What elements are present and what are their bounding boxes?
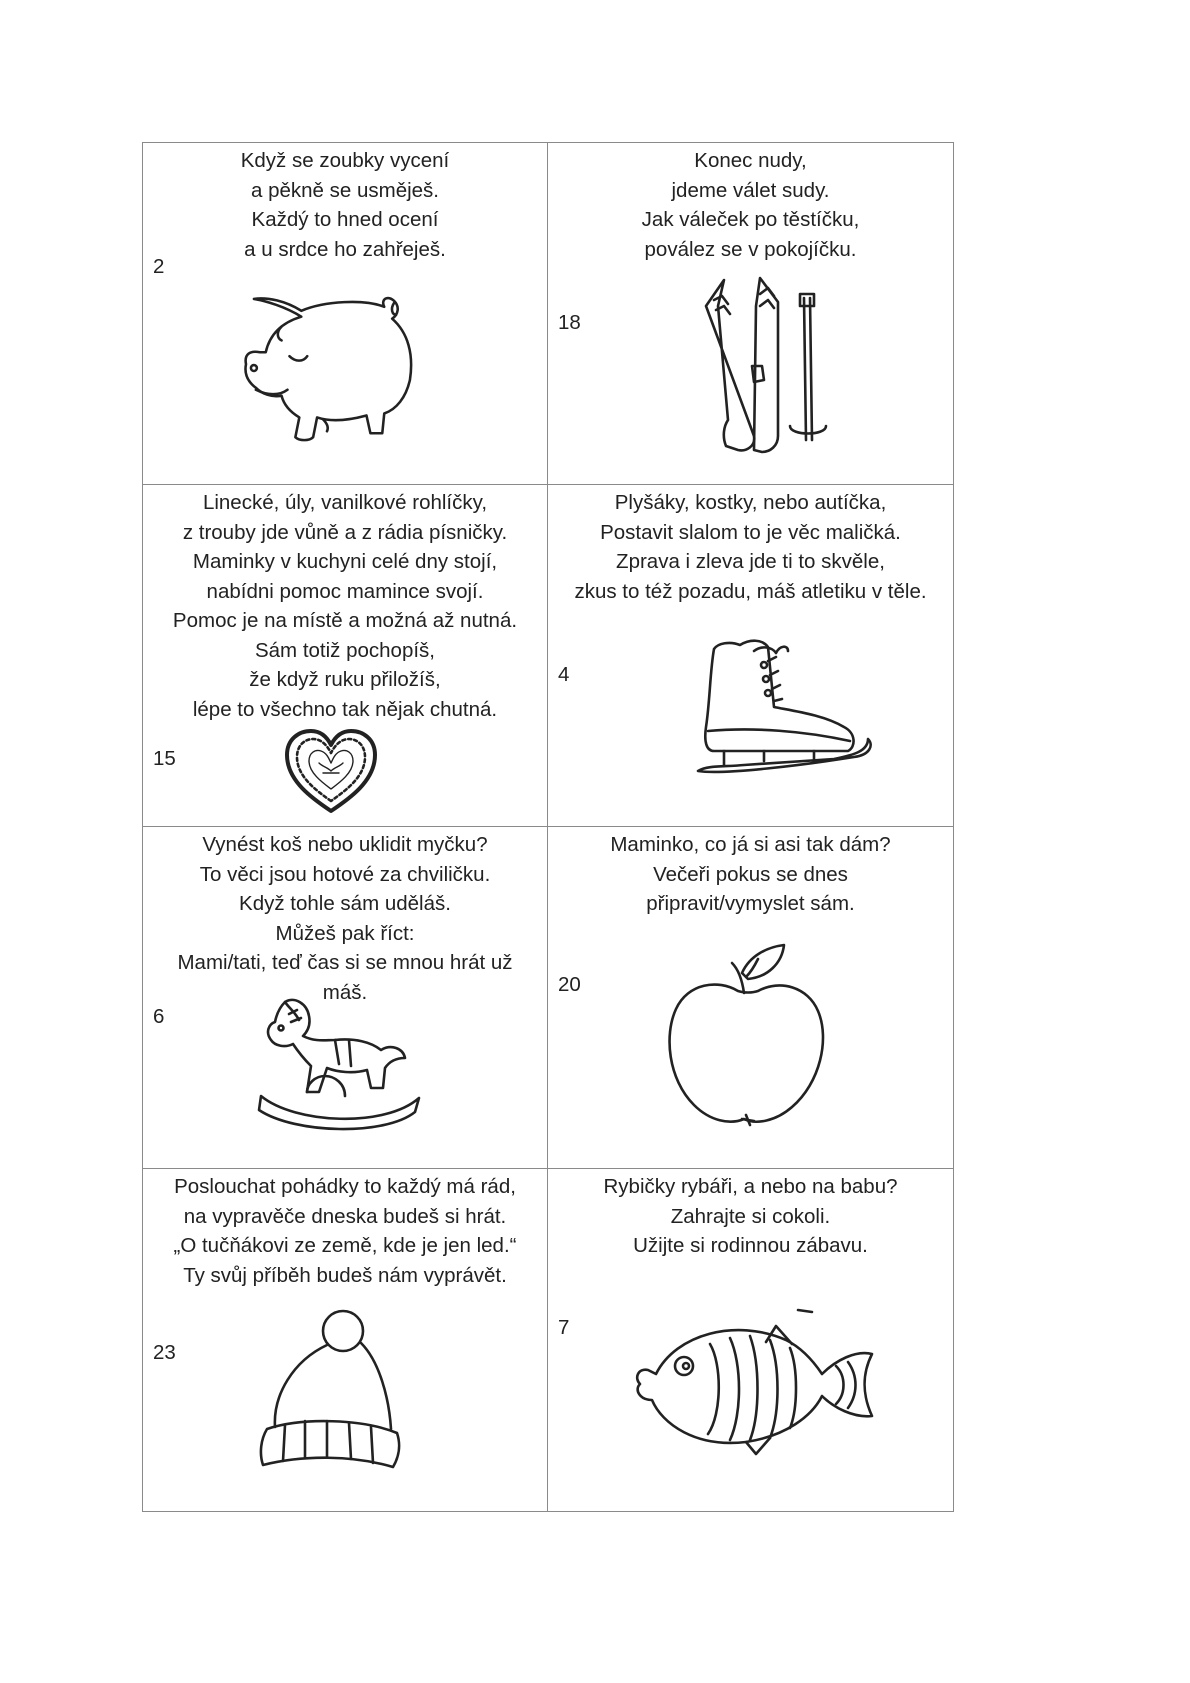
- poem-line: To věci jsou hotové za chviličku.: [199, 862, 491, 886]
- card-3: [143, 485, 548, 827]
- poem-line: povález se v pokojíčku.: [644, 237, 857, 261]
- winter-hat-icon: [253, 1305, 403, 1477]
- card-number: 23: [153, 1341, 176, 1364]
- card-poem: [149, 488, 541, 724]
- poem-line: jdeme válet sudy.: [671, 178, 830, 202]
- card-number: 15: [153, 747, 176, 770]
- poem-line: Zahrajte si cokoli.: [670, 1204, 831, 1228]
- poem-line: nabídni pomoc mamince svojí.: [206, 579, 484, 603]
- apple-icon: [658, 939, 838, 1129]
- card-poem: [554, 488, 947, 606]
- gingerbread-heart-icon: [283, 727, 379, 815]
- poem-line: Můžeš pak říct:: [275, 921, 415, 945]
- card-poem: [554, 830, 947, 919]
- card-poem: [554, 1172, 947, 1261]
- card-poem: [149, 1172, 541, 1290]
- poem-line: připravit/vymyslet sám.: [646, 892, 855, 915]
- card-2: [548, 143, 953, 485]
- poem-line: Maminky v kuchyni celé dny stojí,: [192, 550, 498, 573]
- poem-line: máš.: [322, 980, 368, 1004]
- poem-line: Večeři pokus se dnes: [653, 862, 848, 886]
- card-number: 20: [558, 973, 581, 996]
- card-8: [548, 1169, 953, 1511]
- card-number: 18: [558, 311, 581, 334]
- pig-icon: [225, 293, 425, 451]
- card-poem: [554, 146, 947, 264]
- card-number: 6: [153, 1005, 165, 1028]
- fish-icon: [626, 1304, 876, 1462]
- poem-line: Poslouchat pohádky to každý má rád,: [174, 1175, 516, 1198]
- skis-icon: [696, 276, 828, 454]
- poem-line: Postavit slalom to je věc maličká.: [600, 520, 901, 544]
- poem-line: Rybičky rybáři, a nebo na babu?: [603, 1175, 898, 1198]
- card-6: [548, 827, 953, 1169]
- card-4: [548, 485, 953, 827]
- poem-line: Zprava i zleva jde ti to skvěle,: [616, 550, 885, 573]
- poem-line: Každý to hned ocení: [251, 208, 439, 231]
- card-1: [143, 143, 548, 485]
- poem-line: zkus to též pozadu, máš atletiku v těle.: [574, 579, 927, 603]
- poem-line: že když ruku přiložíš,: [249, 668, 441, 691]
- poem-line: Užijte si rodinnou zábavu.: [633, 1234, 868, 1257]
- poem-line: Pomoc je na místě a možná až nutná.: [172, 609, 518, 632]
- poem-line: a pěkně se usměješ.: [250, 178, 440, 202]
- poem-line: lépe to všechno tak nějak chutná.: [192, 697, 498, 721]
- card-5: [143, 827, 548, 1169]
- card-number: 4: [558, 663, 570, 686]
- card-poem: [149, 830, 541, 1007]
- rocking-horse-icon: [255, 992, 423, 1136]
- poem-line: z trouby jde vůně a z rádia písničky.: [182, 520, 508, 544]
- card-poem: [149, 146, 541, 264]
- card-number: 7: [558, 1316, 570, 1339]
- poem-line: Konec nudy,: [694, 149, 807, 172]
- poem-line: Mami/tati, teď čas si se mnou hrát už: [177, 951, 513, 974]
- poem-line: Linecké, úly, vanilkové rohlíčky,: [202, 491, 488, 514]
- card-number: 2: [153, 255, 165, 278]
- poem-line: Sám totiž pochopíš,: [254, 638, 436, 662]
- card-grid: [142, 142, 954, 1512]
- poem-line: „O tučňákovi ze země, kde je jen led.“: [173, 1234, 517, 1257]
- poem-line: Maminko, co já si asi tak dám?: [610, 833, 891, 856]
- poem-line: Plyšáky, kostky, nebo autíčka,: [614, 491, 887, 514]
- poem-line: Jak váleček po těstíčku,: [641, 208, 860, 231]
- poem-line: Vynést koš nebo uklidit myčku?: [202, 833, 488, 856]
- poem-line: Když se zoubky vycení: [240, 149, 450, 172]
- card-7: [143, 1169, 548, 1511]
- poem-line: Když tohle sám uděláš.: [239, 892, 451, 915]
- poem-line: Ty svůj příběh budeš nám vyprávět.: [183, 1263, 507, 1287]
- poem-line: a u srdce ho zahřeješ.: [244, 237, 446, 261]
- ice-skate-icon: [684, 631, 876, 785]
- poem-line: na vypravěče dneska budeš si hrát.: [183, 1204, 507, 1228]
